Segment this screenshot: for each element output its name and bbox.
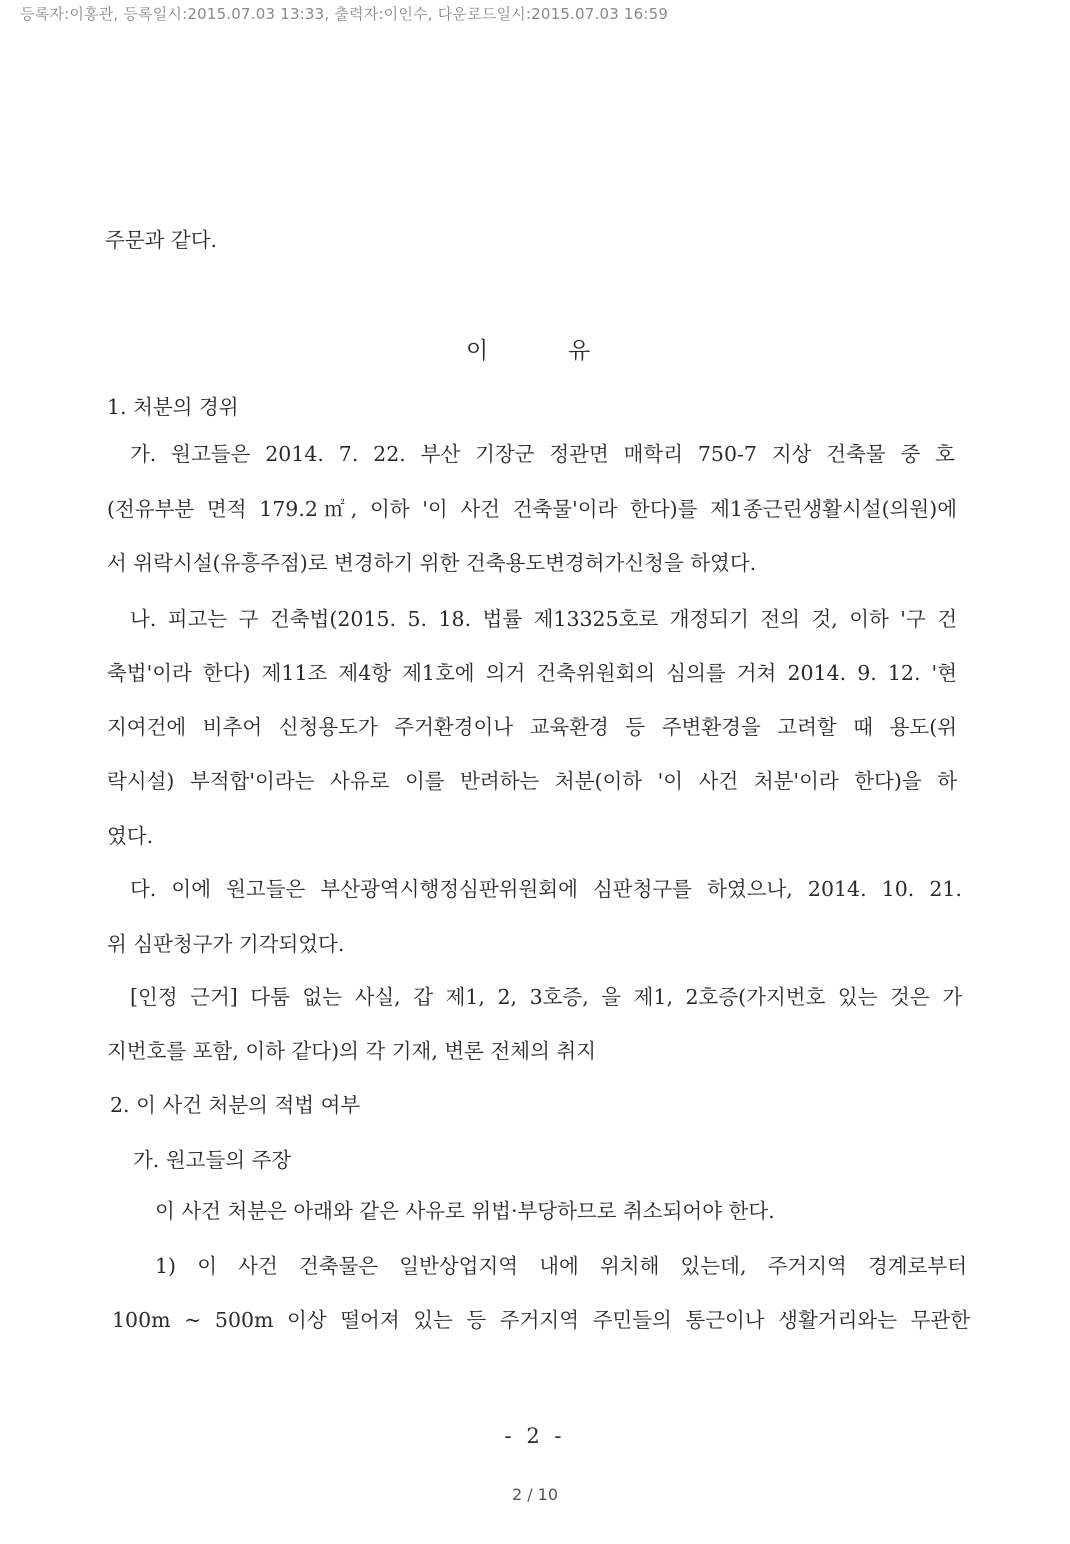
- order-line: 주문과 같다.: [105, 228, 218, 252]
- print-log-header: 등록자:이홍관, 등록일시:2015.07.03 13:33, 출력자:이인수, 다운로드일시:2015.07.03 16:59: [20, 5, 669, 23]
- section-title-char-1: 이: [466, 338, 489, 364]
- subheading: 가. 원고들의 주장: [133, 1148, 292, 1172]
- paragraph-line: 가. 원고들은 2014. 7. 22. 부산 기장군 정관면 매학리 750-7 지상 건축물 중 호: [130, 442, 955, 466]
- heading-1: 1. 처분의 경위: [107, 395, 239, 419]
- paragraph-line: 서 위락시설(유흥주점)로 변경하기 위한 건축용도변경허가신청을 하였다.: [107, 551, 757, 575]
- paragraph-line: 락시설) 부적합'이라는 사유로 이를 반려하는 처분(이하 '이 사건 처분'이라 한다)을 하: [107, 769, 957, 793]
- paragraph-line: 였다.: [107, 824, 154, 848]
- page-count: 2 / 10: [511, 1485, 559, 1504]
- paragraph-line: 1) 이 사건 건축물은 일반상업지역 내에 위치해 있는데, 주거지역 경계로부터: [155, 1254, 967, 1278]
- paragraph-line: [인정 근거] 다툼 없는 사실, 갑 제1, 2, 3호증, 을 제1, 2호증(가지번호 있는 것은 가: [130, 985, 962, 1009]
- paragraph-line: (전유부분 면적 179.2㎡, 이하 '이 사건 건축물'이라 한다)를 제1종근린생활시설(의원)에: [107, 497, 957, 521]
- page-number: - 2 -: [504, 1424, 566, 1448]
- heading-2: 2. 이 사건 처분의 적법 여부: [110, 1093, 361, 1117]
- paragraph-line: 축법'이라 한다) 제11조 제4항 제1호에 의거 건축위원회의 심의를 거쳐 2014. 9. 12. '현: [107, 661, 957, 685]
- paragraph-line: 나. 피고는 구 건축법(2015. 5. 18. 법률 제13325호로 개정되기 전의 것, 이하 '구 건: [130, 607, 957, 631]
- paragraph-line: 지번호를 포함, 이하 같다)의 각 기재, 변론 전체의 취지: [107, 1039, 597, 1063]
- paragraph-line: 지여건에 비추어 신청용도가 주거환경이나 교육환경 등 주변환경을 고려할 때 용도(위: [107, 715, 957, 739]
- section-title-char-2: 유: [568, 338, 591, 364]
- paragraph-line: 다. 이에 원고들은 부산광역시행정심판위원회에 심판청구를 하였으나, 2014. 10. 21.: [130, 877, 962, 901]
- paragraph-line: 이 사건 처분은 아래와 같은 사유로 위법·부당하므로 취소되어야 한다.: [155, 1199, 775, 1223]
- paragraph-line: 100m ~ 500m 이상 떨어져 있는 등 주거지역 주민들의 통근이나 생활거리와는 무관한: [112, 1308, 970, 1332]
- paragraph-line: 위 심판청구가 기각되었다.: [107, 932, 345, 956]
